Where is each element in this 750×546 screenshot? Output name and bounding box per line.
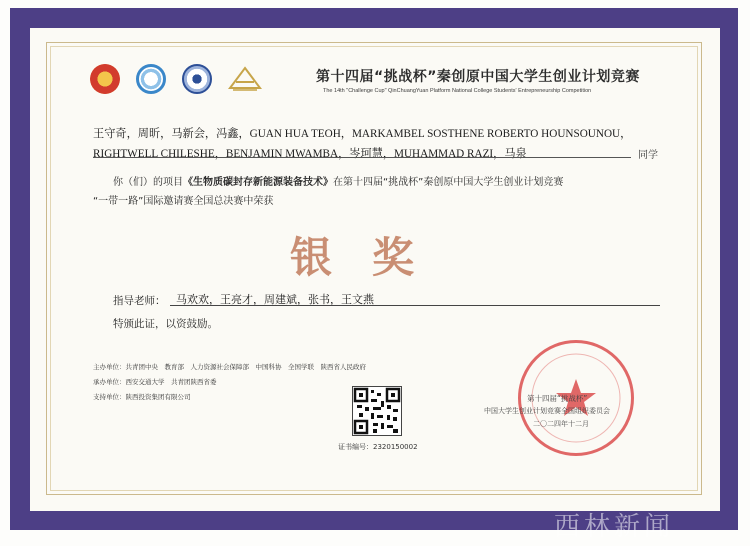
- competition-subtitle: The 14th "Challenge Cup" QinChuangYuan Platform National College Students' Entrepreneurship Competition: [323, 88, 592, 94]
- recipient-names-line-2: RIGHTWELL CHILESHE，BENJAMIN MWAMBA，岑珂慧，MUHAMMAD RAZI，马泉: [93, 148, 527, 160]
- advisor-underline: [170, 305, 660, 306]
- undertaking-organizations: 承办单位：西安交通大学 共青团陕西省委: [93, 378, 217, 386]
- advisor-label: 指导老师：: [113, 295, 166, 307]
- youth-league-emblem-icon: [90, 64, 120, 94]
- seal-line-1: 第十四届“挑战杯”: [527, 394, 588, 403]
- recipient-suffix: 同学: [638, 150, 658, 161]
- qr-code-icon: [352, 386, 402, 436]
- statement-prefix: 你（们）的项目: [113, 177, 183, 188]
- seal-line-2: 中国大学生创业计划竞赛全国组织委员会: [484, 407, 610, 415]
- names-underline: [93, 157, 631, 158]
- watermark: 西林新闻: [554, 512, 675, 542]
- closing-statement: 特颁此证，以资鼓励。: [113, 318, 218, 330]
- recipient-names: [93, 124, 633, 164]
- advisor-names: 马欢欢，王亮才，周建斌，张书，王文燕: [176, 294, 374, 306]
- project-title: 《生物质碳封存新能源装备技术》: [183, 177, 333, 188]
- logo-row: [90, 64, 262, 94]
- competition-mark-icon: [228, 66, 262, 92]
- seal-date: 二〇二四年十二月: [533, 420, 589, 428]
- circular-logo-icon: [136, 64, 166, 94]
- host-organizations: 主办单位：共青团中央 教育部 人力资源社会保障部 中国科协 全国学联 陕西省人民政府: [93, 363, 366, 371]
- university-seal-icon: [182, 64, 212, 94]
- supporting-organizations: 支持单位：陕西投资集团有限公司: [93, 393, 191, 401]
- statement-middle: 在第十四届“挑战杯”秦创原中国大学生创业计划竞赛: [333, 177, 564, 188]
- award-level: 银奖: [290, 233, 455, 282]
- award-statement: [113, 174, 693, 192]
- award-statement-line-2: “一带一路”国际邀请赛全国总决赛中荣获: [93, 196, 274, 207]
- recipient-names-line-1: 王守奇，周昕，马新会，冯鑫，GUAN HUA TEOH，MARKAMBEL SOSTHENE ROBERTO HOUNSOUNOU，: [93, 128, 632, 140]
- certificate-number: 证书编号：2320150002: [338, 443, 418, 451]
- competition-title: 第十四届“挑战杯”秦创原中国大学生创业计划竞赛: [316, 69, 640, 85]
